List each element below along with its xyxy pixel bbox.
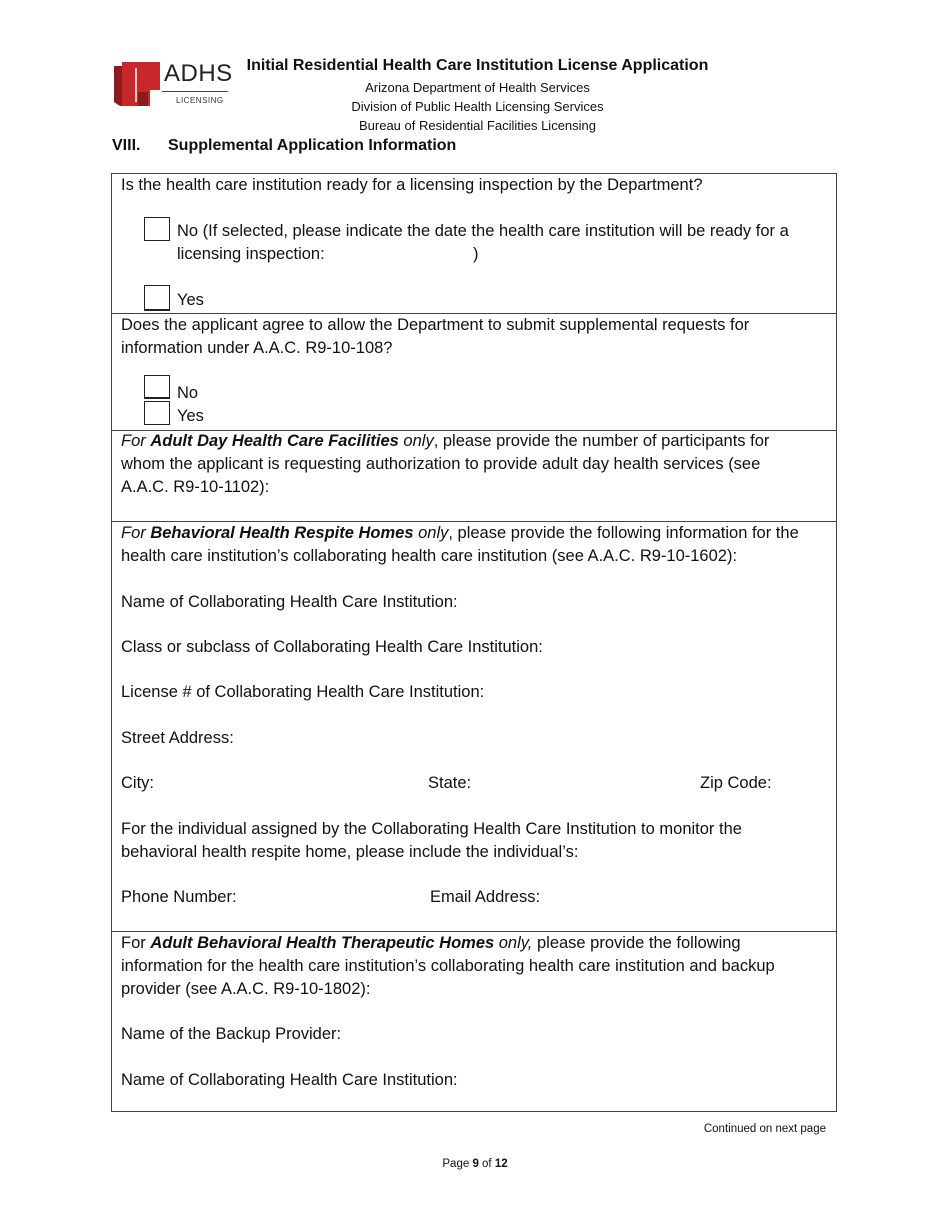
adult-day-line2: whom the applicant is requesting authorization to provide adult day health services (see bbox=[121, 455, 761, 473]
inspection-yes-checkbox[interactable] bbox=[144, 285, 170, 311]
only-word: only bbox=[398, 432, 434, 450]
for-word: For bbox=[121, 934, 151, 952]
respite-line2: health care institution’s collaborating health care institution (see A.A.C. R9-10-1602): bbox=[121, 547, 738, 565]
logo-text: ADHS bbox=[164, 60, 233, 87]
supplemental-yes-label: Yes bbox=[177, 407, 204, 425]
inspection-no-checkbox[interactable] bbox=[144, 217, 170, 241]
monitor-line1: For the individual assigned by the Collaborating Health Care Institution to monitor the bbox=[121, 820, 742, 838]
therapeutic-homes-cell bbox=[112, 931, 836, 1111]
page-prefix: Page bbox=[442, 1158, 473, 1170]
inspection-no-text: No (If selected, please indicate the date the health care institution will be ready for a bbox=[177, 222, 789, 240]
supplemental-form bbox=[111, 173, 837, 1112]
section-title: Supplemental Application Information bbox=[168, 137, 457, 154]
collab-institution-label: Name of Collaborating Health Care Institution: bbox=[121, 1071, 458, 1089]
logo-rule bbox=[162, 91, 228, 92]
supplemental-requests-question-line2: information under A.A.C. R9-10-108? bbox=[121, 339, 393, 357]
supplemental-requests-question: Does the applicant agree to allow the Department to submit supplemental requests for bbox=[121, 316, 750, 334]
respite-line1-rest: , please provide the following information for the bbox=[448, 524, 799, 542]
logo-subtext: LICENSING bbox=[176, 96, 224, 105]
page-of: of bbox=[478, 1158, 495, 1170]
continued-note: Continued on next page bbox=[703, 1123, 826, 1135]
document-title: Initial Residential Health Care Institution License Application bbox=[246, 57, 709, 74]
inspection-date-close: ) bbox=[473, 245, 479, 263]
page-number bbox=[0, 1158, 950, 1170]
respite-facility-name: Behavioral Health Respite Homes bbox=[150, 524, 414, 542]
state-label: State: bbox=[428, 774, 472, 792]
supplemental-no-label: No bbox=[177, 384, 199, 402]
therapeutic-facility-name: Adult Behavioral Health Therapeutic Homes bbox=[150, 934, 495, 952]
backup-provider-label: Name of the Backup Provider: bbox=[121, 1025, 342, 1043]
collab-class-label: Class or subclass of Collaborating Health Care Institution: bbox=[121, 638, 543, 656]
therapeutic-line2: information for the health care institution’s collaborating health care institution and backup bbox=[121, 957, 775, 975]
adult-day-line3: A.A.C. R9-10-1102): bbox=[121, 478, 270, 496]
street-address-label: Street Address: bbox=[121, 729, 234, 747]
adult-day-facility-name: Adult Day Health Care Facilities bbox=[150, 432, 399, 450]
adult-day-health-cell bbox=[112, 430, 836, 522]
for-word: For bbox=[121, 432, 151, 450]
respite-homes-cell bbox=[112, 521, 836, 932]
monitor-line2: behavioral health respite home, please include the individual’s: bbox=[121, 843, 579, 861]
adult-day-health-text bbox=[121, 430, 769, 453]
inspection-no-text-line2: licensing inspection: bbox=[177, 245, 325, 263]
therapeutic-line3: provider (see A.A.C. R9-10-1802): bbox=[121, 980, 371, 998]
total-pages: 12 bbox=[494, 1158, 508, 1170]
zip-code-label: Zip Code: bbox=[700, 774, 772, 792]
header-bureau: Bureau of Residential Facilities Licensing bbox=[358, 118, 596, 133]
section-heading bbox=[112, 137, 456, 155]
header-agency: Arizona Department of Health Services bbox=[365, 80, 590, 95]
therapeutic-homes-text bbox=[121, 932, 741, 955]
supplemental-no-checkbox[interactable] bbox=[144, 375, 170, 399]
phone-number-label: Phone Number: bbox=[121, 888, 237, 906]
adhs-logo bbox=[114, 60, 236, 108]
collab-name-label: Name of Collaborating Health Care Institution: bbox=[121, 593, 458, 611]
for-word: For bbox=[121, 524, 151, 542]
only-word: only bbox=[413, 524, 449, 542]
logo-mark-icon bbox=[114, 62, 162, 108]
current-page: 9 bbox=[472, 1158, 479, 1170]
inspection-yes-label: Yes bbox=[177, 291, 204, 309]
therapeutic-line1-rest: please provide the following bbox=[532, 934, 741, 952]
collab-license-label: License # of Collaborating Health Care Institution: bbox=[121, 683, 485, 701]
header-division: Division of Public Health Licensing Services bbox=[351, 99, 604, 114]
respite-homes-text bbox=[121, 522, 799, 545]
supplemental-yes-checkbox[interactable] bbox=[144, 401, 170, 425]
email-address-label: Email Address: bbox=[430, 888, 541, 906]
inspection-ready-cell bbox=[112, 174, 836, 314]
only-word: only, bbox=[494, 934, 533, 952]
inspection-ready-question: Is the health care institution ready for a licensing inspection by the Department? bbox=[121, 176, 703, 194]
section-number: VIII. bbox=[112, 137, 141, 154]
city-label: City: bbox=[121, 774, 154, 792]
adult-day-line1-rest: , please provide the number of participants for bbox=[433, 432, 770, 450]
supplemental-requests-cell bbox=[112, 313, 836, 431]
